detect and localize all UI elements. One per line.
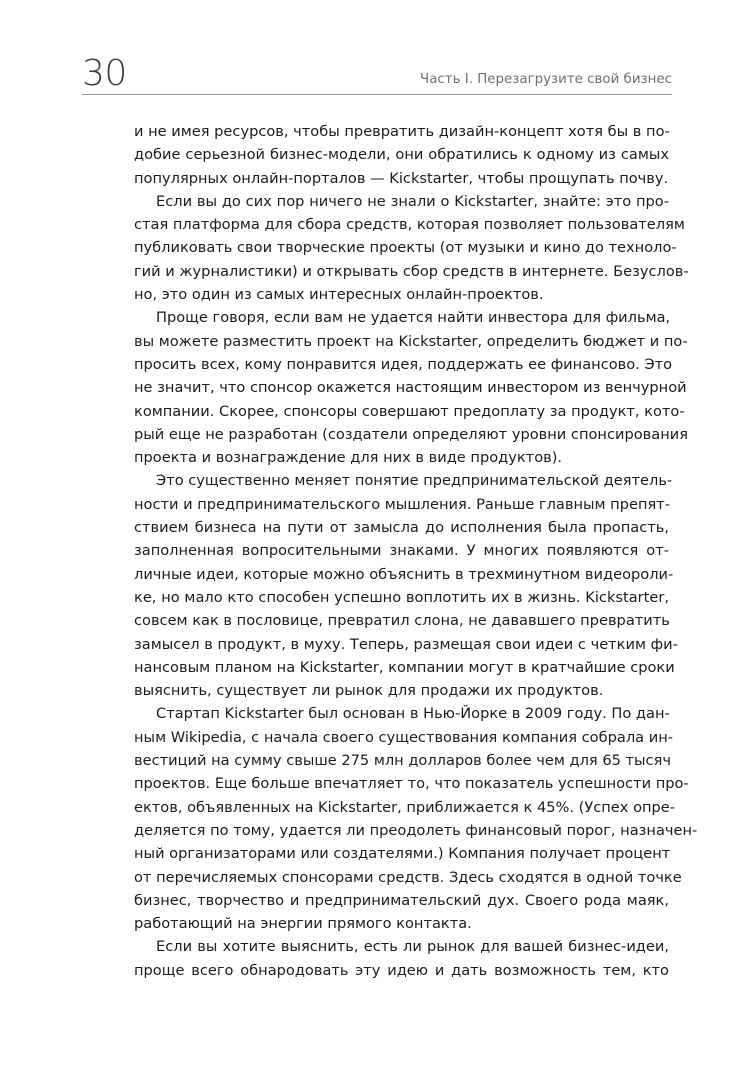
header-rule [82, 94, 672, 95]
text-line: рый еще не разработан (создатели определяют уровни спонсирования [134, 425, 688, 443]
text-line: выяснить, существует ли рынок для продажи их продуктов. [134, 682, 604, 700]
text-line: работающий на энергии прямого контакта. [134, 915, 472, 933]
text-line: ствием бизнеса на пути от замысла до исполнения была пропасть, [134, 519, 669, 537]
paragraph [134, 935, 669, 982]
paragraph [134, 702, 698, 935]
text-line: проекта и вознаграждение для них в виде продуктов). [134, 449, 563, 467]
text-line: ектов, объявленных на Kickstarter, приближается к 45%. (Успех опре- [134, 798, 676, 816]
text-line: проще всего обнародовать эту идею и дать возможность тем, кто [134, 961, 669, 979]
text-line: бизнес, творчество и предпринимательский дух. Своего рода маяк, [134, 891, 669, 909]
paragraph [134, 306, 688, 469]
text-line: ке, но мало кто способен успешно воплотить их в жизнь. Kickstarter, [134, 588, 669, 606]
text-line: деляется по тому, удается ли преодолеть финансовый порог, назначен- [134, 821, 698, 839]
paragraph [134, 469, 678, 702]
text-line: ным Wikipedia, с начала своего существования компания собрала ин- [134, 728, 674, 746]
running-header [82, 52, 672, 94]
paragraph [134, 120, 669, 190]
text-line: Это существенно меняет понятие предпринимательской деятель- [156, 472, 673, 490]
text-line: замысел в продукт, в муху. Теперь, размещая свои идеи с четким фи- [134, 635, 678, 653]
text-line: вестиций на сумму свыше 275 млн долларов более чем для 65 тысяч [134, 752, 671, 770]
running-title: Часть I. Перезагрузите свой бизнес [420, 72, 672, 87]
text-line: Если вы хотите выяснить, есть ли рынок для вашей бизнес-идеи, [156, 938, 669, 956]
text-line: ный организаторами или создателями.) Компания получает процент [134, 845, 671, 863]
text-line: Проще говоря, если вам не удается найти инвестора для фильма, [156, 309, 671, 327]
text-line: и не имея ресурсов, чтобы превратить дизайн-концепт хотя бы в по- [134, 123, 670, 140]
text-line: Если вы до сих пор ничего не знали о Kickstarter, знайте: это про- [156, 192, 669, 210]
text-line: компании. Скорее, спонсоры совершают предоплату за продукт, кото- [134, 402, 685, 420]
text-line: Стартап Kickstarter был основан в Нью-Йорке в 2009 году. По дан- [156, 705, 670, 723]
text-line: добие серьезной бизнес-модели, они обратились к одному из самых [134, 146, 669, 164]
text-line: просить всех, кому понравится идея, поддержать ее финансово. Это [134, 355, 673, 373]
text-line: стая платформа для сбора средств, которая позволяет пользователям [134, 216, 685, 234]
text-line: проектов. Еще больше впечатляет то, что показатель успешности про- [134, 775, 689, 793]
text-line: от перечисляемых спонсорами средств. Здесь сходятся в одной точке [134, 868, 682, 886]
body-text [134, 120, 698, 982]
page-number: 30 [82, 53, 127, 94]
text-line: но, это один из самых интересных онлайн-проектов. [134, 286, 544, 304]
text-line: ности и предпринимательского мышления. Раньше главным препят- [134, 495, 671, 513]
paragraph [134, 190, 689, 306]
text-line: нансовым планом на Kickstarter, компании могут в кратчайшие сроки [134, 658, 675, 676]
text-line: вы можете разместить проект на Kickstarter, определить бюджет и по- [134, 332, 688, 350]
text-line: личные идеи, которые можно объяснить в трехминутном видеороли- [134, 565, 674, 583]
text-line: заполненная вопросительными знаками. У многих появляются от- [134, 542, 669, 560]
text-line: совсем как в пословице, превратил слона, не дававшего превратить [134, 612, 670, 630]
text-line: публиковать свои творческие проекты (от музыки и кино до техноло- [134, 239, 677, 257]
text-line: не значит, что спонсор окажется настоящим инвестором из венчурной [134, 379, 687, 397]
text-line: гий и журналистики) и открывать сбор средств в интернете. Безуслов- [134, 262, 689, 280]
text-line: популярных онлайн-порталов — Kickstarter, чтобы прощупать почву. [134, 169, 669, 187]
